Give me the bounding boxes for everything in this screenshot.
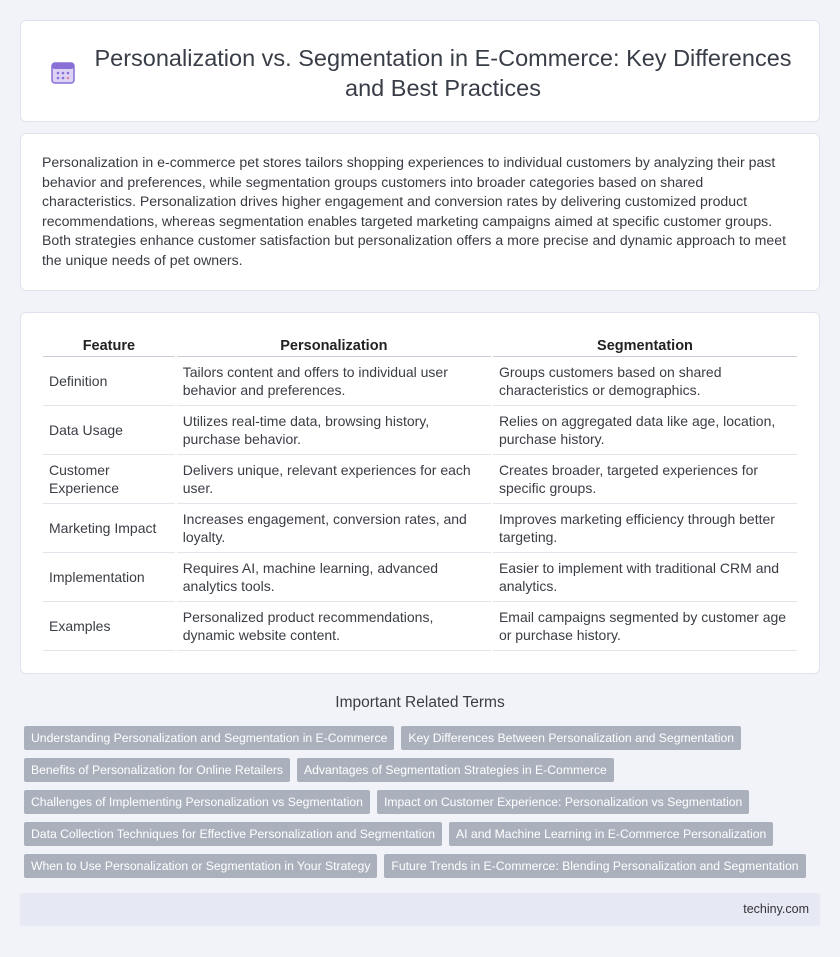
- calendar-icon: [49, 58, 79, 88]
- tag-row: [24, 854, 804, 878]
- tag-row: [24, 758, 804, 782]
- personalization-cell: Requires AI, machine learning, advanced analytics tools.: [177, 553, 491, 602]
- tag-row: [24, 726, 804, 750]
- related-term-tag[interactable]: Future Trends in E-Commerce: Blending Personalization and Segmentation: [384, 854, 805, 878]
- related-term-tag[interactable]: Impact on Customer Experience: Personalization vs Segmentation: [377, 790, 749, 814]
- personalization-cell: Tailors content and offers to individual user behavior and preferences.: [177, 357, 491, 406]
- table-row: [43, 406, 797, 455]
- related-term-tag[interactable]: Key Differences Between Personalization and Segmentation: [401, 726, 741, 750]
- related-term-tag[interactable]: Challenges of Implementing Personalization vs Segmentation: [24, 790, 370, 814]
- table-row: [43, 602, 797, 651]
- tag-row: [24, 822, 804, 846]
- segmentation-cell: Improves marketing efficiency through better targeting.: [493, 504, 797, 553]
- related-term-tag[interactable]: Benefits of Personalization for Online Retailers: [24, 758, 290, 782]
- segmentation-cell: Groups customers based on shared characteristics or demographics.: [493, 357, 797, 406]
- table-row: [43, 504, 797, 553]
- header-personalization: Personalization: [177, 334, 491, 357]
- related-terms-title: Important Related Terms: [335, 694, 505, 711]
- page-title: Personalization vs. Segmentation in E-Commerce: Key Differences and Best Practices: [94, 45, 792, 101]
- feature-cell: Definition: [43, 357, 175, 406]
- comparison-table: [41, 334, 799, 651]
- table-row: [43, 357, 797, 406]
- table-row: [43, 455, 797, 504]
- segmentation-cell: Relies on aggregated data like age, location, purchase history.: [493, 406, 797, 455]
- segmentation-cell: Creates broader, targeted experiences for specific groups.: [493, 455, 797, 504]
- feature-cell: Customer Experience: [43, 455, 175, 504]
- header-card: [20, 20, 820, 122]
- table-row: [43, 553, 797, 602]
- related-term-tag[interactable]: Understanding Personalization and Segmentation in E-Commerce: [24, 726, 394, 750]
- intro-card: [20, 133, 820, 291]
- footer-site-link[interactable]: techiny.com: [743, 902, 809, 916]
- feature-cell: Examples: [43, 602, 175, 651]
- table-header-row: [43, 334, 797, 357]
- personalization-cell: Personalized product recommendations, dynamic website content.: [177, 602, 491, 651]
- related-term-tag[interactable]: Advantages of Segmentation Strategies in E-Commerce: [297, 758, 614, 782]
- intro-paragraph: Personalization in e-commerce pet stores tailors shopping experiences to individual customers by analyzing their past behavior and preferences, while segmentation groups customers into broader categories based on shared characteristics. Personalization drives higher engagement and conversion rates by delivering customized product recommendations, whereas segmentation enables targeted marketing campaigns aimed at specific customer groups. Both strategies enhance customer satisfaction but personalization offers a more precise and dynamic approach to meet the unique needs of pet owners.: [42, 154, 786, 268]
- tag-row: [24, 790, 804, 814]
- feature-cell: Data Usage: [43, 406, 175, 455]
- segmentation-cell: Easier to implement with traditional CRM and analytics.: [493, 553, 797, 602]
- related-term-tag[interactable]: Data Collection Techniques for Effective Personalization and Segmentation: [24, 822, 442, 846]
- personalization-cell: Increases engagement, conversion rates, and loyalty.: [177, 504, 491, 553]
- personalization-cell: Delivers unique, relevant experiences for each user.: [177, 455, 491, 504]
- related-terms-list: [24, 726, 804, 886]
- personalization-cell: Utilizes real-time data, browsing history, purchase behavior.: [177, 406, 491, 455]
- header-feature: Feature: [43, 334, 175, 357]
- feature-cell: Marketing Impact: [43, 504, 175, 553]
- footer-bar: [20, 893, 820, 926]
- comparison-table-card: [20, 312, 820, 674]
- segmentation-cell: Email campaigns segmented by customer age or purchase history.: [493, 602, 797, 651]
- feature-cell: Implementation: [43, 553, 175, 602]
- related-term-tag[interactable]: When to Use Personalization or Segmentation in Your Strategy: [24, 854, 377, 878]
- header-segmentation: Segmentation: [493, 334, 797, 357]
- related-term-tag[interactable]: AI and Machine Learning in E-Commerce Personalization: [449, 822, 773, 846]
